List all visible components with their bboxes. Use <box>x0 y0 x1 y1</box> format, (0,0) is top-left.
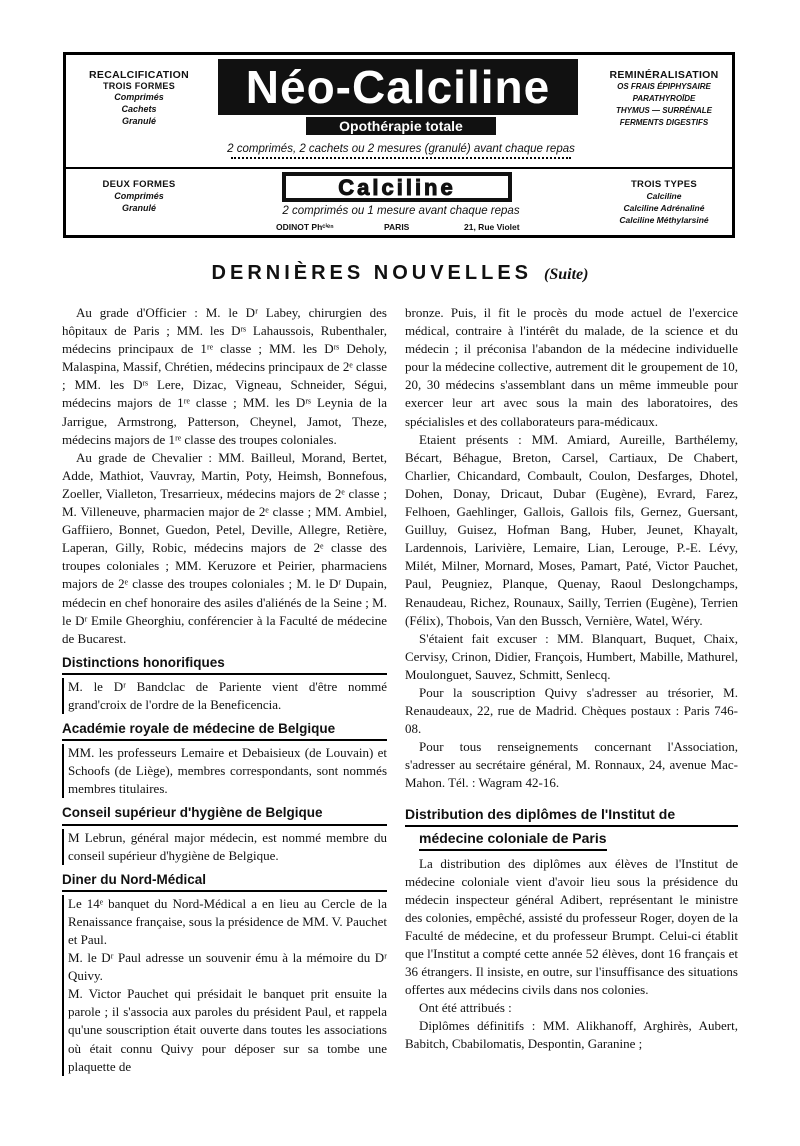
ad-right-top-title: REMINÉRALISATION <box>609 69 719 81</box>
paragraph: La distribution des diplômes aux élèves de l'Institut de médecine coloniale vient d'avoir lieu sous la présidence du médecin inspecteur général Adibert, représentant le ministre des colonies, empêché, assisté du professeur Roger, doyen de la Faculté de médecine, et du professeur Brumpt. Celui-ci établit que l'Institut a compté cette année 52 élèves, dont 16 français et 36 étrangers. Il insiste, en outre, sur l'insuffisance des situations offertes aux médecins civils dans nos colonies. <box>405 855 738 998</box>
paragraph: Au grade d'Officier : M. le Dʳ Labey, chirurgien des hôpitaux de Paris ; MM. les Dʳˢ Lahaussois, Rubenthaler, médecins principaux de 1ʳᵉ classe ; MM. les Dʳˢ Deholy, Malaspina, Massif, Chrétien, médecins principaux de 2ᵉ classe ; MM. les Dʳˢ Lere, Dizac, Vigneau, Schneider, Ségui, médecins majors de 1ʳᵉ classe ; MM. les Dʳˢ Leynia de la Jarrigue, Armstrong, Patterson, Cheynel, Jamot, Theze, médecins majors de 1ʳᵉ classe des troupes coloniales. <box>62 305 387 447</box>
page-headline <box>0 262 800 285</box>
section-heading: Diner du Nord-Médical <box>62 871 387 892</box>
paragraph: Pour la souscription Quivy s'adresser au trésorier, M. Renaudeaux, 22, rue de Madrid. Chèques postaux : Paris 746-08. <box>405 684 738 737</box>
paragraph: M. Victor Pauchet qui présidait le banquet prit ensuite la parole ; il s'associa aux paroles du président Paul, et rappela qu'une souscription était ouverte dans toutes les associations où était connu Quivy pour déposer sur sa tombe une plaquette de <box>68 986 387 1074</box>
ad-divider <box>66 167 732 169</box>
ad-left-bottom-item: Granulé <box>121 203 156 213</box>
dosage-line-1: 2 comprimés, 2 cachets ou 2 mesures (granulé) avant chaque repas <box>227 143 575 155</box>
dotted-divider <box>231 157 571 159</box>
brand2-title: Calciline <box>286 176 508 198</box>
paragraph: MM. les professeurs Lemaire et Debaisieux (de Louvain) et Schoofs (de Liège), membres correspondants, sont nommés membres titulaires. <box>62 744 387 798</box>
section-heading: Conseil supérieur d'hygiène de Belgique <box>62 804 387 825</box>
ad-left-top-item: Granulé <box>121 116 156 126</box>
right-column <box>405 304 738 1054</box>
ad-left-top-item: Cachets <box>121 104 157 114</box>
ad-left-top-subtitle: TROIS FORMES <box>102 81 176 91</box>
section-heading-line: médecine coloniale de Paris <box>419 827 607 851</box>
paragraph: M Lebrun, général major médecin, est nommé membre du conseil supérieur d'hygiène de Belgique. <box>62 829 387 865</box>
ad-left-bottom <box>74 179 204 214</box>
paragraph: Le 14ᵉ banquet du Nord-Médical a en lieu au Cercle de la Renaissance française, sous la présidence de MM. V. Pauchet et Paul. <box>68 895 388 947</box>
section-heading: Distinctions honorifiques <box>62 654 387 675</box>
paragraph: Etaient présents : MM. Amiard, Aureille, Barthélemy, Bécart, Béhague, Breton, Carsel, Cartiaux, De Chabert, Charlier, Chicandard, Combault, Coulon, Desfarges, Dhotel, Dohen, Donay, Dricaut, Dubar (Eugène), Evrard, Farez, Felhoen, Gaehlinger, Gallois, Gallois fils, Gernez, Guersant, Guilluy, Guisez, Hofman Bang, Huber, Jeunet, Khayalt, Lardennois, Larivière, Lemaire, Lian, Lerouge, P.-E. Lévy, Milét, Milner, Mornard, Moses, Pamart, Paté, Victor Pauchet, Paul, Peugniez, Planque, Quenay, Raoul Deslongchamps, Renaudeau, Richez, Rounaux, Sailly, Terrien (Eugène), Terrien (Félix), Thobois, Van den Bussch, Vernière, Watel, Wéry. <box>405 431 738 628</box>
section-heading-line: Distribution des diplômes de l'Institut de <box>405 803 738 827</box>
headline-suffix: (Suite) <box>544 266 589 283</box>
paragraph: Au grade de Chevalier : MM. Bailleul, Morand, Bertet, Adde, Mathiot, Vauvray, Martin, Poty, Heimsh, Bonnefous, Zoeller, Vialleton, Tresarrieux, médecins majors de 2ᵉ classe ; M. Villeneuve, pharmacien major de 2ᵉ classe ; MM. Ambiel, Gaffiiero, Bonnet, Guedon, Petel, Deville, Allegre, Retière, Laperan, Gilly, Robic, médecins majors de 2ᵉ classe des troupes coloniales ; MM. Keruzore et Peirier, pharmaciens majors de 2ᵉ classe des troupes coloniales ; M. le Dʳ Dupain, médecin en chef honoraire des asiles d'aliénés de la Seine ; M. le Dʳ Emile Gheorghiu, conférencier à la Faculté de médecine de Bucarest. <box>62 449 387 646</box>
paragraph: Pour tous renseignements concernant l'Association, s'adresser au secrétaire général, M. Ronnaux, 24, avenue Mac-Mahon. Tél. : Wagram 42-16. <box>405 739 738 791</box>
ad-right-top <box>598 69 730 129</box>
paragraph: S'étaient fait excuser : MM. Blanquart, Buquet, Chaix, Cervisy, Crinon, Didier, François, Humbert, Mabille, Mathurel, Moulonguet, Sauvez, Schmitt, Senlecq. <box>405 630 738 682</box>
ad-left-bottom-title: DEUX FORMES <box>102 179 176 190</box>
paragraph: Diplômes définitifs : MM. Alikhanoff, Arghirès, Aubert, Babitch, Cbabilomatis, Despontin, Garanine ; <box>405 1018 738 1052</box>
ad-right-top-item: PARATHYROÏDE <box>632 94 696 103</box>
paragraph: M. le Dʳ Bandclac de Pariente vient d'être nommé grand'croix de l'ordre de la Beneficencia. <box>62 678 387 714</box>
ad-footer-maker: ODINOT Phᶜⁱᵉⁿ <box>276 222 334 232</box>
section-body <box>62 895 387 1076</box>
ad-left-bottom-item: Comprimés <box>114 191 164 201</box>
headline-title: DERNIÈRES NOUVELLES <box>211 262 533 284</box>
brand-subtitle: Opothérapie totale <box>306 117 496 135</box>
ad-left-top-item: Comprimés <box>114 92 164 102</box>
ad-footer-address: 21, Rue Violet <box>464 222 520 232</box>
ad-right-bottom-item: Calciline Adrénaliné <box>623 203 705 213</box>
ad-right-top-item: THYMUS — SURRÉNALE <box>615 106 712 115</box>
section-heading <box>405 803 738 851</box>
ad-footer-city: PARIS <box>384 222 410 232</box>
ad-right-top-item: FERMENTS DIGESTIFS <box>619 118 709 127</box>
ad-right-top-item: OS FRAIS ÉPIPHYSAIRE <box>617 82 711 91</box>
left-column <box>62 304 387 1076</box>
paragraph: Ont été attribués : <box>419 1000 512 1016</box>
ad-left-top-title: RECALCIFICATION <box>89 69 189 81</box>
paragraph: bronze. Puis, il fit le procès du mode actuel de l'exercice médical, contraire à l'intérêt du malade, de la science et du médecin ; il préconisa l'abandon de la médecine individuelle pour la médecine collective, autrement dit le groupement de 10, 20, 30 médecins s'assemblant dans un même immeuble pour exercer leur art avec sous la main des laboratoires, des spécialisles et des collaborateurs para-médicaux. <box>405 305 738 429</box>
ad-left-top <box>74 69 204 127</box>
dosage-line-2: 2 comprimés ou 1 mesure avant chaque repas <box>282 205 520 217</box>
ad-right-bottom-item: Calciline Méthylarsiné <box>619 215 709 225</box>
advertisement <box>63 52 735 238</box>
brand-title: Néo-Calciline <box>218 59 578 115</box>
ad-right-bottom-title: TROIS TYPES <box>630 179 698 190</box>
paragraph: M. le Dʳ Paul adresse un souvenir ému à la mémoire du Dʳ Quivy. <box>68 950 387 984</box>
section-heading: Académie royale de médecine de Belgique <box>62 720 387 741</box>
ad-right-bottom-item: Calciline <box>646 191 682 201</box>
ad-right-bottom <box>598 179 730 226</box>
brand2-box <box>282 172 512 202</box>
